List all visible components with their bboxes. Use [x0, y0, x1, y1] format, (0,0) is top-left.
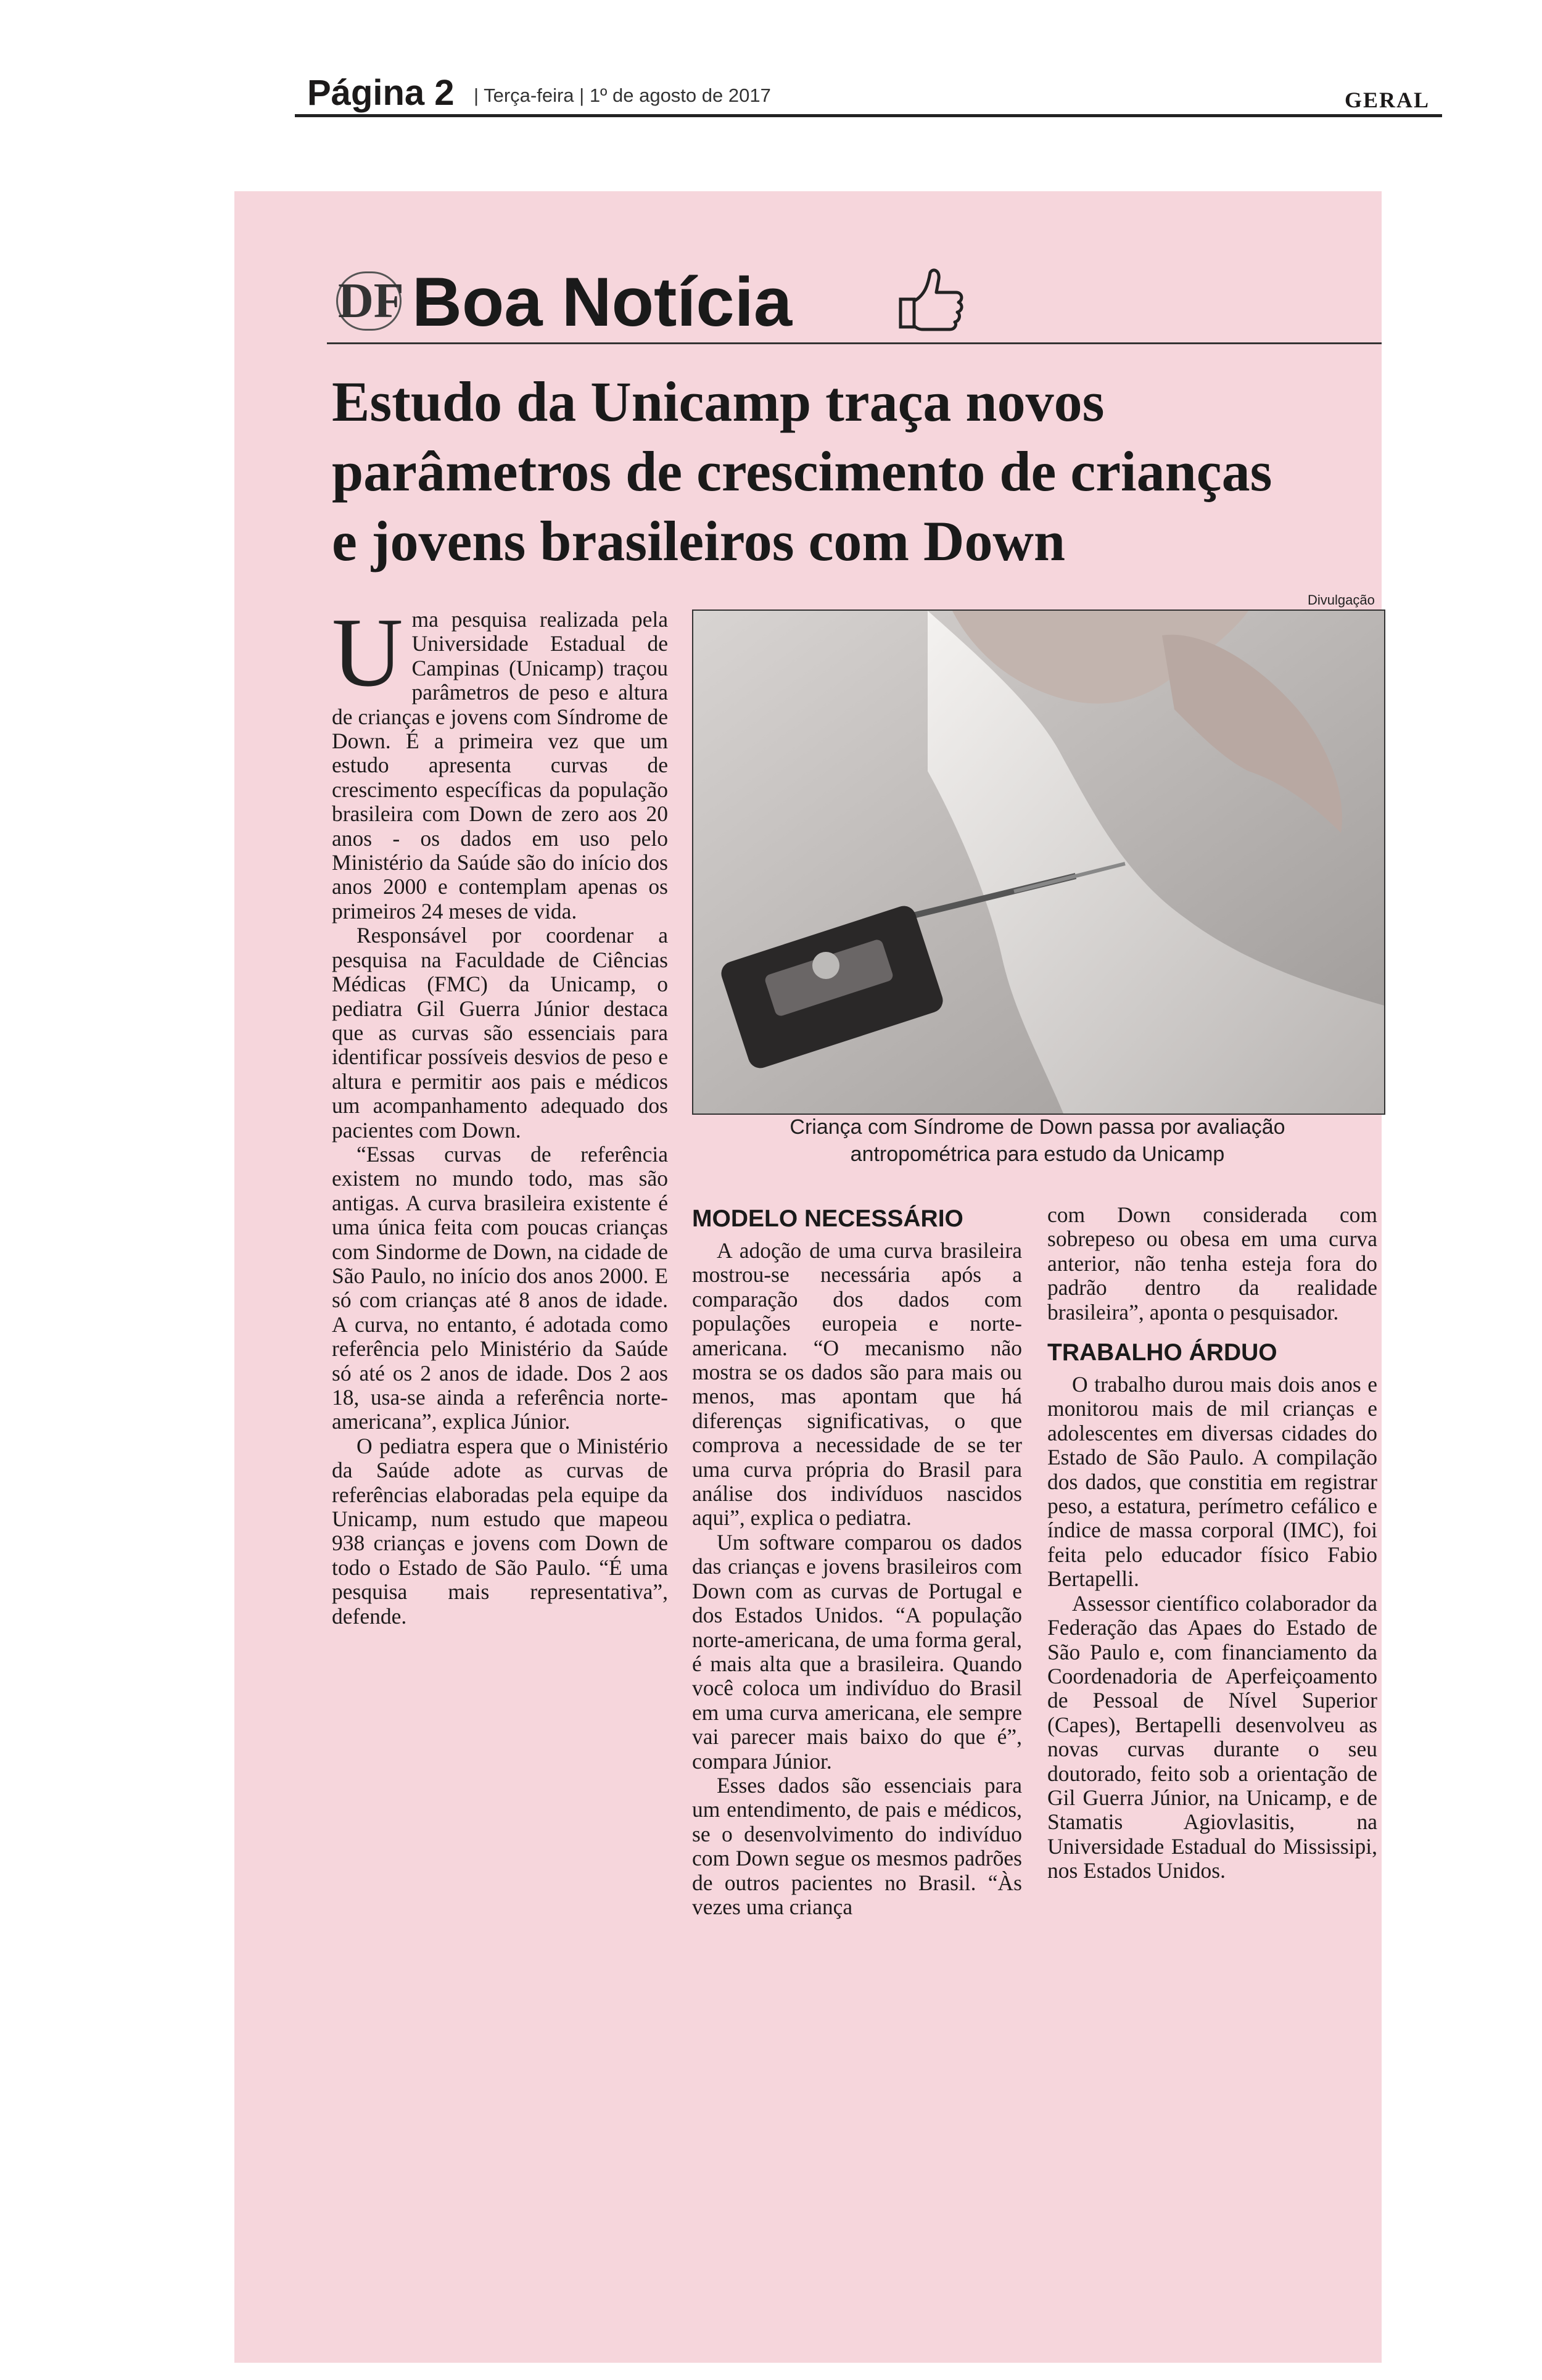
section-name: GERAL [1344, 88, 1430, 112]
issue-date: | Terça-feira | 1º de agosto de 2017 [474, 85, 771, 106]
headline-line: Estudo da Unicamp traça novos [332, 370, 1105, 433]
drop-cap: U [332, 597, 403, 707]
article-column-3 [1047, 1203, 1377, 1883]
df-logo: DF [336, 271, 402, 331]
column-title: Boa Notícia [412, 263, 793, 341]
article-column-1 [332, 597, 668, 1629]
article-paragraph: “Essas curvas de referência existem no mundo todo, mas são antigas. A curva brasileira existente é uma única feita com poucas crianças com Sindorme de Down, na cidade de São Paulo, no início dos anos 2000. E só com crianças até 8 anos de idade. A curva, no entanto, é adotada como referência pelo Ministério da Saúde só até os 2 anos de idade. Dos 2 aos 18, usa-se ainda a referência norte-americana”, explica Júnior. [332, 1141, 668, 1434]
article-paragraph: A adoção de uma curva brasileira mostrou-se necessária após a comparação dos dados com populações europeia e norte-americana. “O mecanismo não mostra se os dados são para mais ou menos, mas apontam que há diferenças significativas, o que comprova a necessidade de se ter uma curva própria do Brasil para análise dos indivíduos nascidos aqui”, explica o pediatra. [692, 1238, 1022, 1531]
article-lead-text: ma pesquisa realizada pela Universidade Estadual de Campinas (Unicamp) traçou parâmetros de peso e altura de crianças e jovens com Síndrome de Down. É a primeira vez que um estudo apresenta curvas de crescimento específicas da população brasileira com Down de zero aos 20 anos - os dados em uso pelo Ministério da Saúde são do início dos anos 2000 e contemplam apenas os primeiros 24 meses de vida. [332, 607, 668, 923]
newspaper-clipping [234, 191, 1382, 2363]
headline-line: parâmetros de crescimento de crianças [332, 440, 1272, 503]
article-paragraph: Responsável por coordenar a pesquisa na Faculdade de Ciências Médicas (FMC) da Unicamp, o pediatra Gil Guerra Júnior destaca que as curvas são essenciais para identificar possíveis desvios de peso e altura e permitir aos pais e médicos um acompanhamento adequado dos pacientes com Down. [332, 923, 668, 1142]
page-number: Página 2 [307, 73, 455, 113]
caption-line: antropométrica para estudo da Unicamp [850, 1142, 1225, 1166]
photo-credit: Divulgação [1308, 592, 1375, 608]
article-paragraph: Esses dados são essenciais para um entendimento, de pais e médicos, se o desenvolvimento do indivíduo com Down segue os mesmos padrões de outros pacientes no Brasil. “Às vezes uma criança [692, 1772, 1022, 1919]
page-header [295, 65, 1442, 117]
thumbs-up-icon [894, 265, 968, 333]
article-column-2 [692, 1203, 1022, 1919]
headline-line: e jovens brasileiros com Down [332, 510, 1066, 572]
column-masthead [327, 259, 1382, 344]
article-photo [692, 609, 1385, 1115]
caption-line: Criança com Síndrome de Down passa por avaliação [790, 1115, 1285, 1139]
article-paragraph: Um software comparou os dados das crianças e jovens brasileiros com Down com as curvas de Portugal e dos Estados Unidos. “A população norte-americana, de uma forma geral, é mais alta que a brasileira. Quando você coloca um indivíduo do Brasil em uma curva americana, ele sempre vai parecer mais baixo do que é”, compara Júnior. [692, 1529, 1022, 1774]
headline [332, 367, 1380, 576]
subhead-modelo-necessario: MODELO NECESSÁRIO [692, 1205, 963, 1232]
article-paragraph: O pediatra espera que o Ministério da Saúde adote as curvas de referências elaboradas pela equipe da Unicamp, num estudo que mapeou 938 crianças e jovens com Down de todo o Estado de São Paulo. “É uma pesquisa mais representativa”, defende. [332, 1433, 668, 1629]
article-paragraph: O trabalho durou mais dois anos e monitorou mais de mil crianças e adolescentes em diversas cidades do Estado de São Paulo. A compilação dos dados, que constitia em registrar peso, a estatura, perímetro cefálico e índice de massa corporal (IMC), foi feita pelo educador físico Fabio Bertapelli. [1047, 1372, 1377, 1592]
article-paragraph [332, 597, 668, 923]
subhead-trabalho-arduo: TRABALHO ÁRDUO [1047, 1339, 1277, 1366]
photo-anthropometric-measurement [693, 611, 1384, 1114]
article-paragraph: com Down considerada com sobrepeso ou obesa em uma curva anterior, não tenha esteja fora do padrão dentro da realidade brasileira”, aponta o pesquisador. [1047, 1202, 1377, 1324]
article-paragraph: Assessor científico colaborador da Federação das Apaes do Estado de São Paulo e, com financiamento da Coordenadoria de Aperfeiçoamento de Pessoal de Nível Superior (Capes), Bertapelli desenvolveu as novas curvas durante o seu doutorado, feito sob a orientação de Gil Guerra Júnior, na Unicamp, e de Stamatis Agiovlasitis, na Universidade Estadual do Mississipi, nos Estados Unidos. [1047, 1590, 1377, 1883]
photo-caption [692, 1114, 1383, 1168]
